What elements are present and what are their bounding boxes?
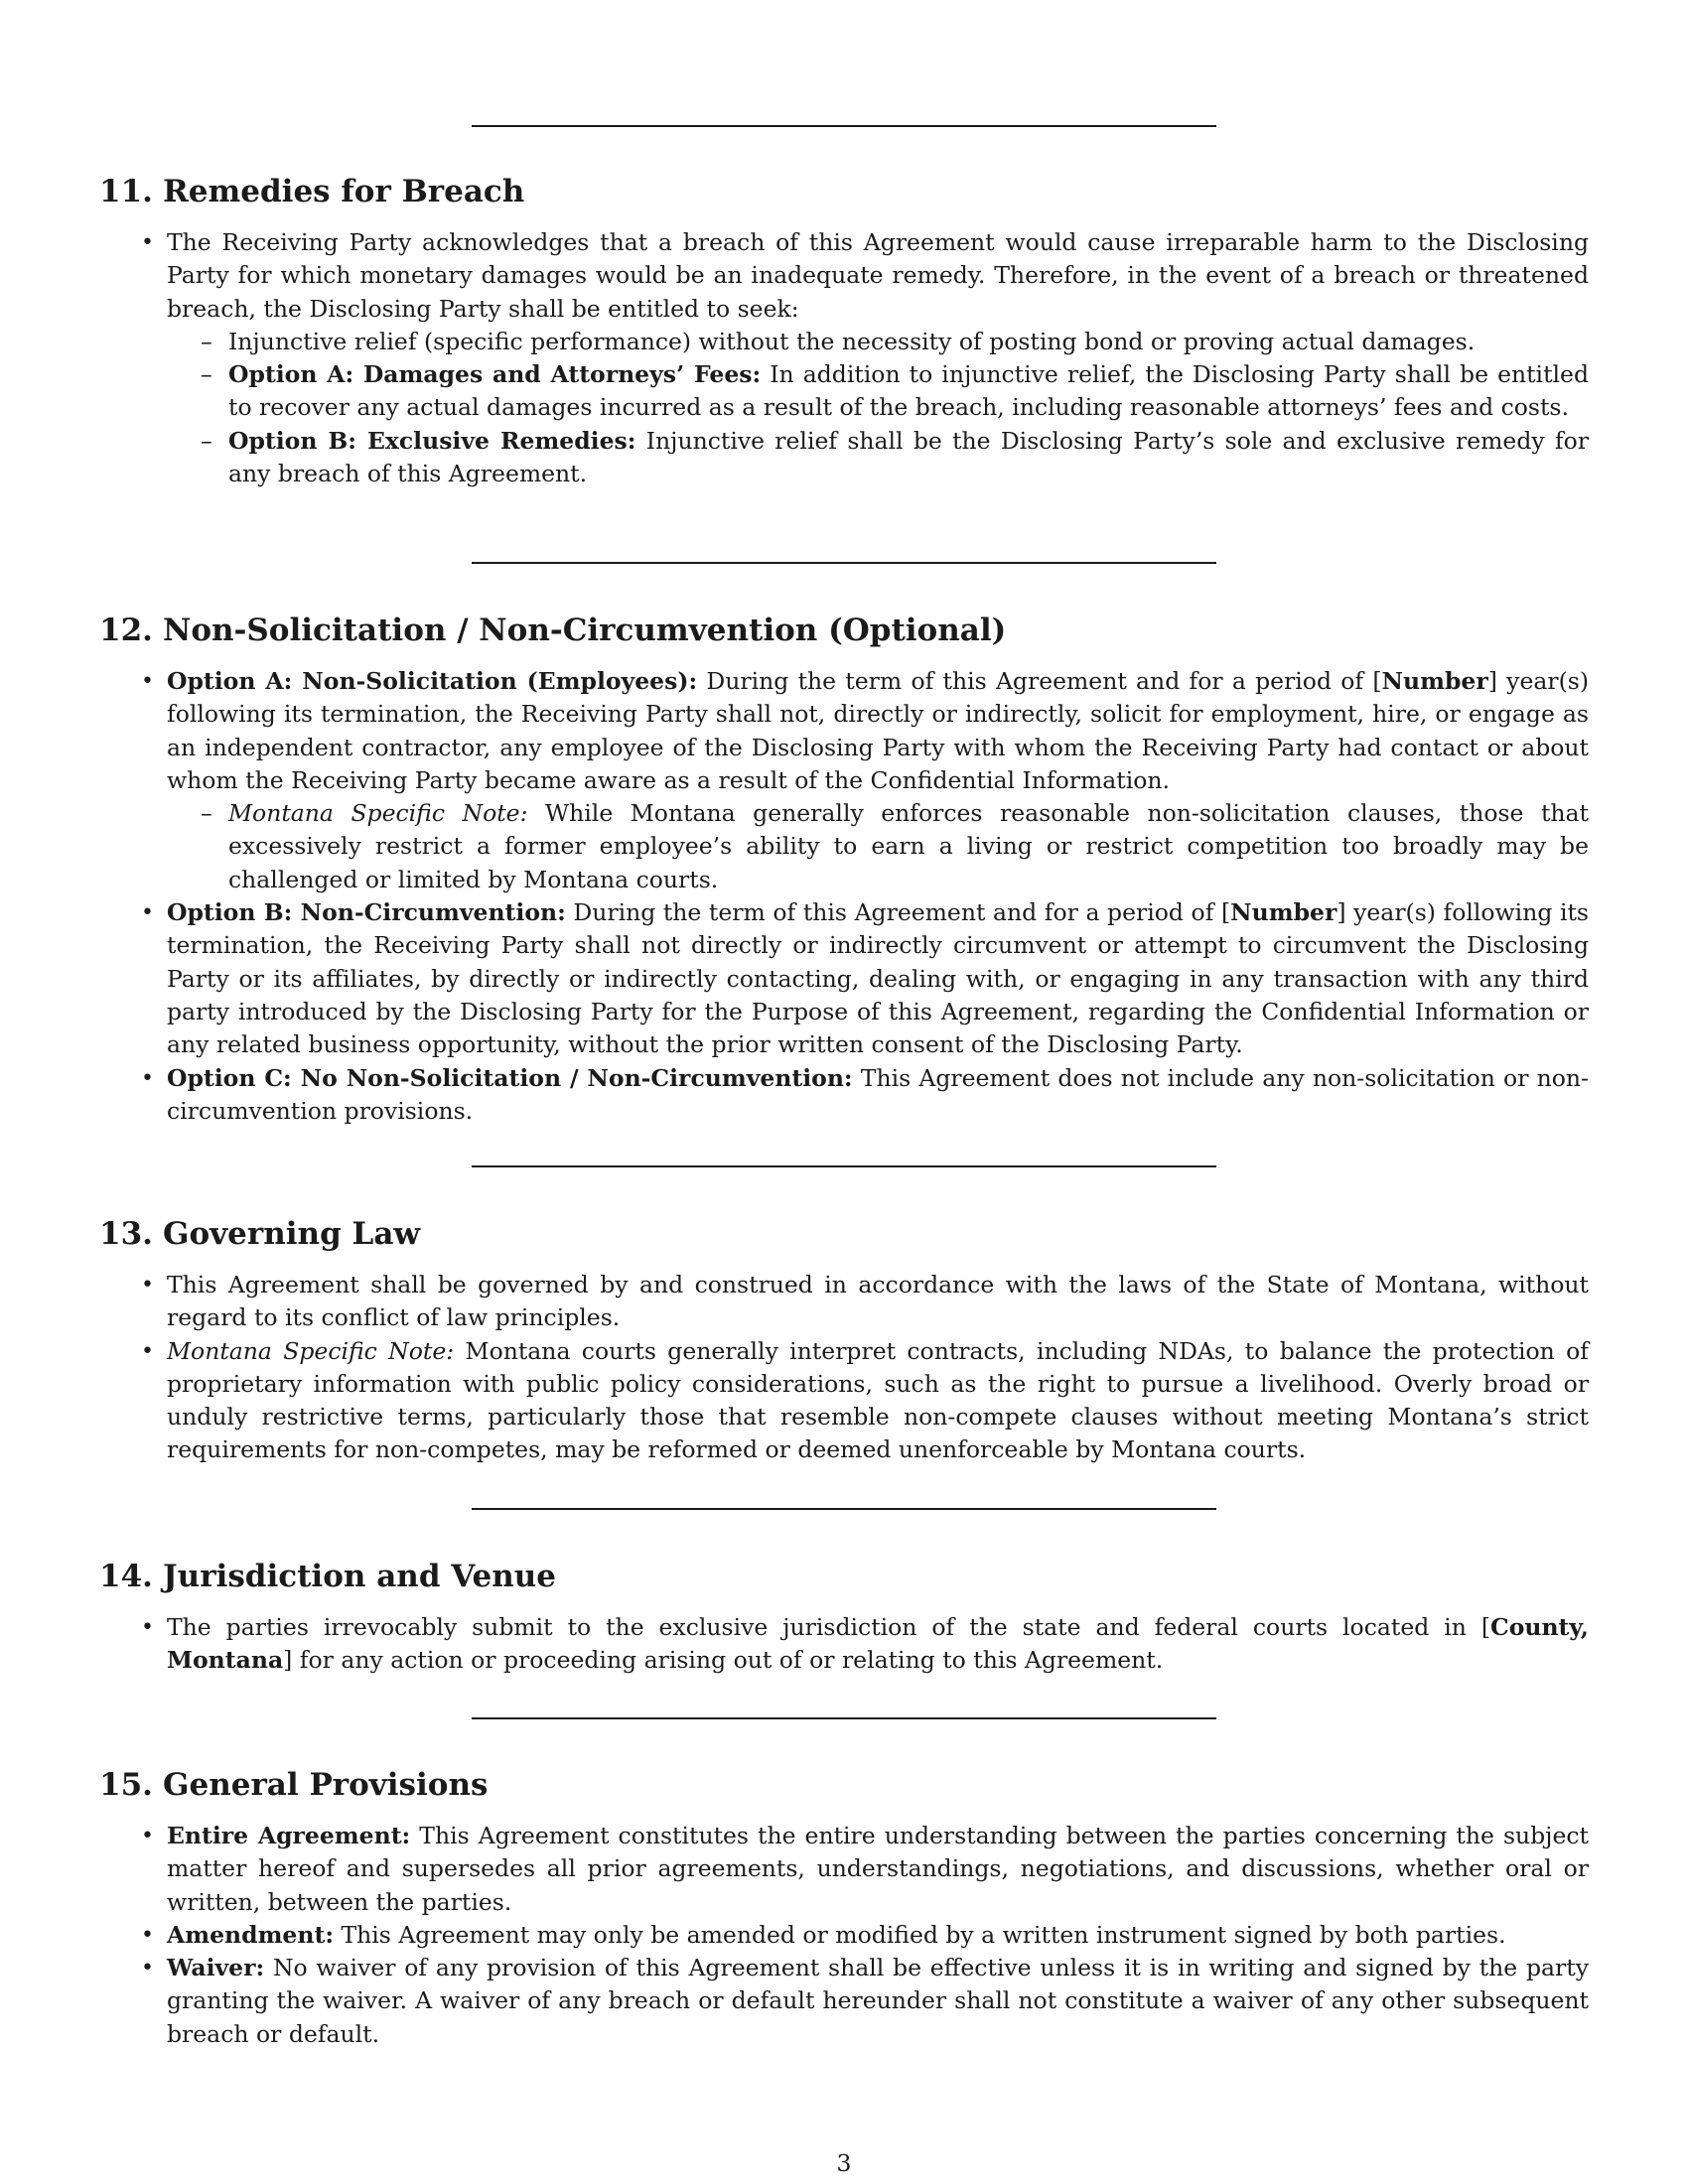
list-item xyxy=(167,1335,1589,1467)
section-13-heading xyxy=(99,1216,420,1252)
note-label: Montana Specific Note: xyxy=(167,1336,455,1365)
horizontal-rule xyxy=(472,562,1216,564)
section-12-list xyxy=(167,665,1589,1128)
section-title: Governing Law xyxy=(163,1216,421,1252)
paragraph-text: Injunctive relief shall be the Disclosing Party’s sole and exclusive remedy for any breach of this Agreement. xyxy=(228,426,1589,488)
paragraph-text: Injunctive relief (specific performance) without the necessity of posting bond or proving actual damages. xyxy=(228,327,1476,355)
sub-list-item xyxy=(228,425,1589,491)
section-number: 15. xyxy=(99,1767,153,1803)
paragraph-text: ] year(s) following its termination, the Receiving Party shall not, directly or indirectly, solicit for employment, hire, or engage as an independent contractor, any employee of the Disclosing Party with whom the Receiving Party had contact or about whom the Receiving Party became aware as a result of the Confidential Information. xyxy=(167,667,1590,794)
paragraph-text: During the term of this Agreement and for a period of [ xyxy=(565,898,1231,927)
option-label: Option A: Damages and Attorneys’ Fees: xyxy=(228,360,762,389)
section-number: 13. xyxy=(99,1216,153,1252)
section-number: 11. xyxy=(99,174,153,209)
list-item xyxy=(167,896,1589,1061)
list-item xyxy=(167,665,1589,896)
provision-label: Entire Agreement: xyxy=(167,1822,411,1849)
section-12-heading xyxy=(99,613,1006,648)
horizontal-rule xyxy=(472,1508,1216,1510)
section-11-heading xyxy=(99,174,524,209)
list-item xyxy=(167,1062,1589,1129)
paragraph-text: While Montana generally enforces reasonable non-solicitation clauses, those that excessively restrict a former employee’s ability to earn a living or restrict competition too broadly may be challenged or limited by Montana courts. xyxy=(228,799,1589,893)
horizontal-rule xyxy=(472,125,1216,127)
section-11-list xyxy=(167,226,1589,490)
list-item xyxy=(167,1611,1589,1678)
placeholder-field: County, Montana xyxy=(167,1613,1589,1675)
paragraph-text: The Receiving Party acknowledges that a breach of this Agreement would cause irreparable harm to the Disclosing Party for which monetary damages would be an inadequate remedy. Therefore, in the event of a breach or threatened breach, the Disclosing Party shall be entitled to seek: xyxy=(167,228,1589,323)
option-label: Option B: Exclusive Remedies: xyxy=(228,426,636,455)
paragraph-text: ] for any action or proceeding arising out of or relating to this Agreement. xyxy=(283,1646,1164,1675)
list-item xyxy=(167,1919,1589,1952)
placeholder-field: Number xyxy=(1230,898,1337,927)
sub-list-item xyxy=(228,326,1589,358)
paragraph-text: In addition to injunctive relief, the Disclosing Party shall be entitled to recover any actual damages incurred as a result of the breach, including reasonable attorneys’ fees and costs. xyxy=(228,360,1589,422)
paragraph-text: This Agreement shall be governed by and construed in accordance with the laws of the State of Montana, without regard to its conflict of law principles. xyxy=(167,1271,1589,1332)
option-label: Option C: No Non-Solicitation / Non-Circumvention: xyxy=(167,1063,853,1092)
list-item xyxy=(167,226,1589,490)
section-13-list xyxy=(167,1269,1589,1467)
placeholder-field: Number xyxy=(1381,667,1488,695)
paragraph-text: ] year(s) following its termination, the Receiving Party shall not directly or indirectly circumvent or attempt to circumvent the Disclosing Party or its affiliates, by directly or indirectly contacting, dealing with, or engaging in any transaction with any third party introduced by the Disclosing Party for the Purpose of this Agreement, regarding the Confidential Information or any related business opportunity, without the prior written consent of the Disclosing Party. xyxy=(167,898,1589,1059)
section-14-heading xyxy=(99,1559,556,1594)
paragraph-text: The parties irrevocably submit to the exclusive jurisdiction of the state and federal courts located in [ xyxy=(167,1613,1490,1641)
option-label: Option B: Non-Circumvention: xyxy=(167,898,566,927)
paragraph-text: This Agreement does not include any non-solicitation or non-circumvention provisions. xyxy=(167,1063,1589,1125)
section-14-list xyxy=(167,1611,1589,1678)
paragraph-text: This Agreement constitutes the entire understanding between the parties concerning the subject matter hereof and supersedes all prior agreements, understandings, negotiations, and discussions, whether oral or written, between the parties. xyxy=(167,1822,1589,1916)
section-number: 14. xyxy=(99,1559,153,1594)
section-title: Remedies for Breach xyxy=(163,174,525,209)
list-item xyxy=(167,1952,1589,2051)
section-title: General Provisions xyxy=(163,1767,489,1803)
paragraph-text: This Agreement may only be amended or modified by a written instrument signed by both parties. xyxy=(334,1920,1506,1949)
sub-list-item xyxy=(228,797,1589,896)
provision-label: Amendment: xyxy=(167,1920,334,1949)
paragraph-text: No waiver of any provision of this Agreement shall be effective unless it is in writing and signed by the party granting the waiver. A waiver of any breach or default hereunder shall not constitute a waiver of any other subsequent breach or default. xyxy=(167,1954,1589,2048)
horizontal-rule xyxy=(472,1717,1216,1719)
list-item xyxy=(167,1820,1589,1919)
list-item xyxy=(167,1269,1589,1335)
paragraph-text: Montana courts generally interpret contracts, including NDAs, to balance the protection of proprietary information with public policy considerations, such as the right to pursue a livelihood. Overly broad or unduly restrictive terms, particularly those that resemble non-compete clauses without meeting Montana’s strict requirements for non-competes, may be reformed or deemed unenforceable by Montana courts. xyxy=(167,1336,1589,1464)
horizontal-rule xyxy=(472,1165,1216,1167)
option-label: Option A: Non-Solicitation (Employees): xyxy=(167,667,698,695)
sub-list xyxy=(167,797,1589,896)
section-15-heading xyxy=(99,1767,488,1803)
sub-list xyxy=(167,326,1589,490)
paragraph-text: During the term of this Agreement and for a period of [ xyxy=(697,667,1382,695)
section-number: 12. xyxy=(99,613,153,648)
provision-label: Waiver: xyxy=(167,1954,265,1982)
note-label: Montana Specific Note: xyxy=(228,799,528,828)
sub-list-item xyxy=(228,358,1589,425)
section-title: Jurisdiction and Venue xyxy=(163,1559,557,1594)
section-title: Non-Solicitation / Non-Circumvention (Optional) xyxy=(163,613,1007,648)
section-15-list xyxy=(167,1820,1589,2051)
page-number: 3 xyxy=(836,2149,852,2177)
